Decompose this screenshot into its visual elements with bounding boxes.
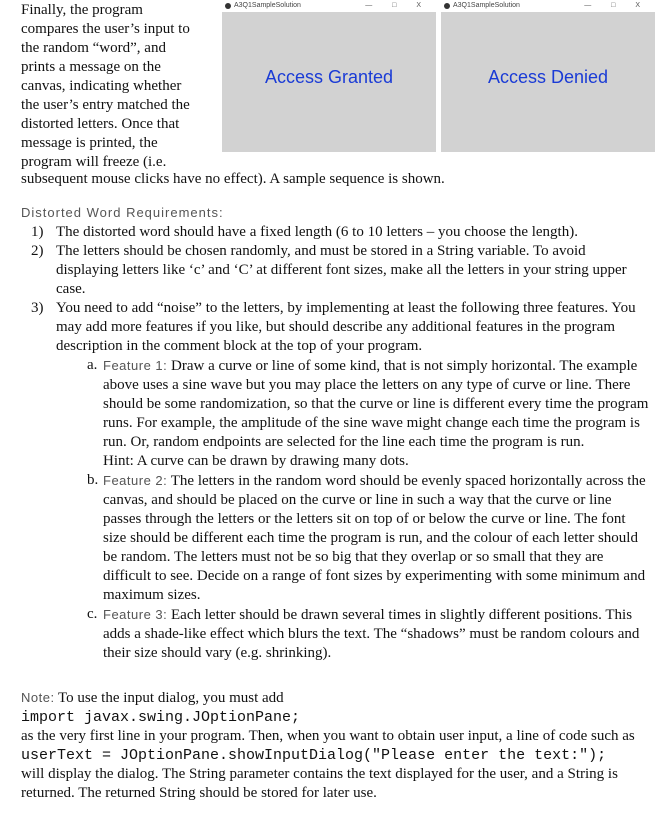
note-block: [21, 688, 651, 803]
sample-window-granted: [222, 0, 436, 152]
intro-line: canvas, indicating whether: [21, 78, 182, 94]
window-title: A3Q1SampleSolution: [453, 2, 520, 9]
intro-line: compares the user’s input to: [21, 21, 190, 37]
window-titlebar: [441, 0, 655, 12]
feature-label: Feature 2:: [103, 473, 168, 488]
feature-letter: a.: [87, 357, 98, 373]
requirements-list: [21, 223, 651, 663]
intro-line: distorted letters. Once that: [21, 116, 180, 132]
feature-item: [21, 471, 651, 605]
note-label: Note:: [21, 690, 55, 705]
requirement-text: The letters should be chosen randomly, and must be stored in a String variable. To avoid displaying letters like ‘c’ and ‘C’ at different font sizes, make all the letters in your string upper case.: [56, 243, 627, 297]
window-title: A3Q1SampleSolution: [234, 2, 301, 9]
intro-line: the random “word”, and: [21, 40, 166, 56]
feature-letter: b.: [87, 472, 99, 488]
requirement-number: 3): [31, 300, 44, 316]
feature-letter: c.: [87, 606, 98, 622]
feature-text: The letters in the random word should be evenly spaced horizontally across the canvas, and should be placed on the curve or line in such a way that the curve or line passes through the letters or the letters sit on top of or below the curve or line. The font size should be different each time the program is run, and the colour of each letter should be random. The letters must not be so big that they overlap or so small that they are difficult to see. Decide on a range of font sizes by experimenting with some minimum and maximum sizes.: [103, 473, 646, 603]
intro-tail: subsequent mouse clicks have no effect). A sample sequence is shown.: [21, 171, 445, 187]
sample-window-denied: [441, 0, 655, 152]
canvas-message: Access Granted: [264, 67, 394, 87]
requirement-item: [21, 299, 651, 663]
app-icon: [444, 3, 450, 9]
intro-line: program will freeze (i.e.: [21, 154, 167, 170]
requirement-text: You need to add “noise” to the letters, by implementing at least the following three features. You may add more features if you like, but should describe any additional features in the program description in the comment block at the top of your program.: [56, 300, 636, 354]
requirement-item: [21, 223, 651, 242]
intro-line: the user’s entry matched the: [21, 97, 190, 113]
code-input-dialog: userText = JOptionPane.showInputDialog("Please enter the text:");: [21, 747, 607, 764]
feature-item: [21, 356, 651, 471]
canvas-message: Access Denied: [487, 67, 609, 87]
requirement-number: 1): [31, 224, 44, 240]
feature-label: Feature 3:: [103, 607, 168, 622]
requirement-number: 2): [31, 243, 44, 259]
intro-line: message is printed, the: [21, 135, 158, 151]
note-text: as the very first line in your program. Then, when you want to obtain user input, a line of code such as: [21, 728, 635, 744]
window-titlebar: [222, 0, 436, 12]
app-icon: [225, 3, 231, 9]
feature-list: [56, 356, 651, 663]
feature-hint: Hint: A curve can be drawn by drawing many dots.: [103, 453, 409, 469]
feature-text: Draw a curve or line of some kind, that is not simply horizontal. The example above uses a sine wave but you may place the letters on any type of curve or line. There should be some randomization, so that the curve or line is different every time the program runs. For example, the amplitude of the sine wave might change each time the program is run. Or, random endpoints are selected for the line each time the program is run.: [103, 358, 649, 450]
requirement-item: [21, 242, 651, 299]
window-controls: — □ X: [584, 2, 649, 9]
intro-line: Finally, the program: [21, 2, 143, 18]
intro-paragraph: [21, 1, 221, 172]
feature-label: Feature 1:: [103, 358, 168, 373]
code-import: import javax.swing.JOptionPane;: [21, 709, 301, 726]
window-controls: — □ X: [365, 2, 430, 9]
section-heading: Distorted Word Requirements:: [21, 205, 224, 220]
feature-item: [21, 605, 651, 663]
requirement-text: The distorted word should have a fixed length (6 to 10 letters – you choose the length).: [56, 224, 578, 240]
note-text: To use the input dialog, you must add: [54, 690, 284, 706]
note-text: will display the dialog. The String parameter contains the text displayed for the user, and a String is returned. The returned String should be stored for later use.: [21, 766, 618, 801]
note-line: [21, 688, 651, 708]
feature-text: Each letter should be drawn several times in slightly different positions. This adds a shade-like effect which blurs the text. The “shadows” must be random colours and their size should vary (e.g. shrinking).: [103, 607, 640, 661]
intro-line: prints a message on the: [21, 59, 161, 75]
